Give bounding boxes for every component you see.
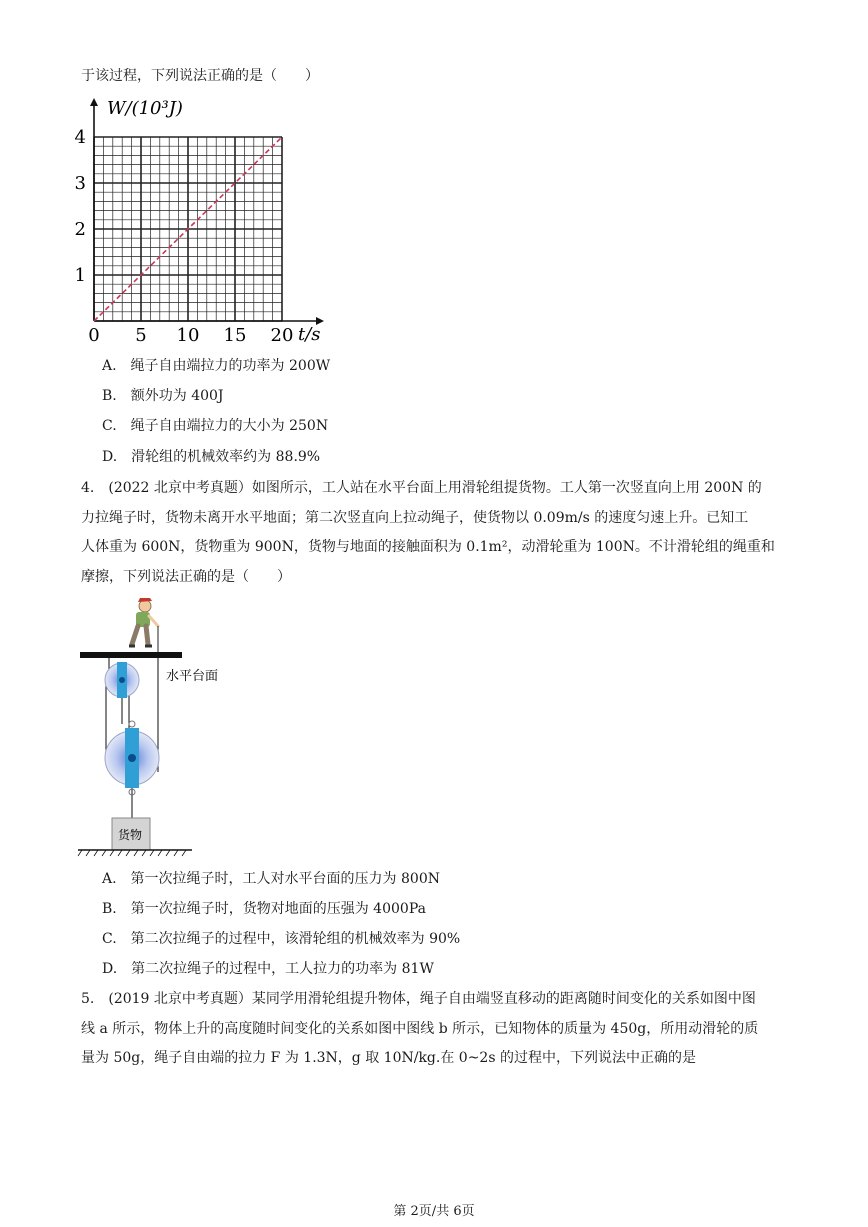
q5-line-3: 量为 50g，绳子自由端的拉力 F 为 1.3N，g 取 10N/kg.在 0~2s 的过程中，下列说法中正确的是 <box>81 1050 696 1066</box>
q4-option-d: D. 第二次拉绳子的过程中，工人拉力的功率为 81W <box>102 961 434 977</box>
q4-option-b: B. 第一次拉绳子时，货物对地面的压强为 4000Pa <box>102 901 426 917</box>
x-tick-label: 0 <box>88 325 100 346</box>
platform-label: 水平台面 <box>166 669 219 684</box>
x-axis-label: t/s <box>298 324 321 345</box>
q4-line-2: 力拉绳子时，货物未离开水平地面；第二次竖直向上拉动绳子，使货物以 0.09m/s 的速度匀速上升。已知工 <box>81 510 749 526</box>
q3-option-c: C. 绳子自由端拉力的大小为 250N <box>102 418 329 434</box>
x-tick-label: 5 <box>135 325 147 346</box>
chart-ticks <box>75 127 294 346</box>
y-tick-label: 1 <box>74 265 86 286</box>
y-tick-label: 4 <box>74 127 86 148</box>
y-axis-arrow <box>90 98 98 106</box>
platform <box>80 652 182 658</box>
q4-option-a: A. 第一次拉绳子时，工人对水平台面的压力为 800N <box>102 871 440 887</box>
y-axis-label: W/(10³J) <box>107 98 183 119</box>
q4-option-c: C. 第二次拉绳子的过程中，该滑轮组的机械效率为 90% <box>102 931 461 947</box>
q5-line-1: 5. (2019 北京中考真题）某同学用滑轮组提升物体，绳子自由端竖直移动的距离随时间变化的关系如图中图 <box>81 991 756 1007</box>
q4-line-1: 4. (2022 北京中考真题）如图所示，工人站在水平台面上用滑轮组提货物。工人第一次竖直向上用 200N 的 <box>81 480 762 496</box>
work-time-chart <box>70 92 330 352</box>
cargo-label: 货物 <box>118 828 143 842</box>
movable-pulley <box>105 721 159 795</box>
q4-line-3: 人体重为 600N，货物重为 900N，货物与地面的接触面积为 0.1m²，动滑轮重为 100N。不计滑轮组的绳重和 <box>81 539 775 555</box>
worker-illustration <box>129 598 158 654</box>
q5-line-2: 线 a 所示，物体上升的高度随时间变化的关系如图中图线 b 所示，已知物体的质量为 450g，所用动滑轮的质 <box>81 1021 759 1037</box>
pulley-figure <box>76 592 276 862</box>
x-tick-label: 20 <box>270 325 294 346</box>
fixed-pulley <box>105 662 139 698</box>
q3-tail: 于该过程，下列说法正确的是（ ） <box>81 68 319 84</box>
page-footer: 第 2页/共 6页 <box>393 1204 475 1219</box>
y-tick-label: 3 <box>74 173 86 194</box>
x-tick-label: 10 <box>176 325 200 346</box>
q3-option-d: D. 滑轮组的机械效率约为 88.9% <box>102 449 321 465</box>
x-tick-label: 15 <box>223 325 247 346</box>
y-tick-label: 2 <box>74 219 86 240</box>
q4-line-4: 摩擦，下列说法正确的是（ ） <box>81 569 291 585</box>
q3-option-a: A. 绳子自由端拉力的功率为 200W <box>102 358 331 374</box>
q3-option-b: B. 额外功为 400J <box>102 388 224 404</box>
